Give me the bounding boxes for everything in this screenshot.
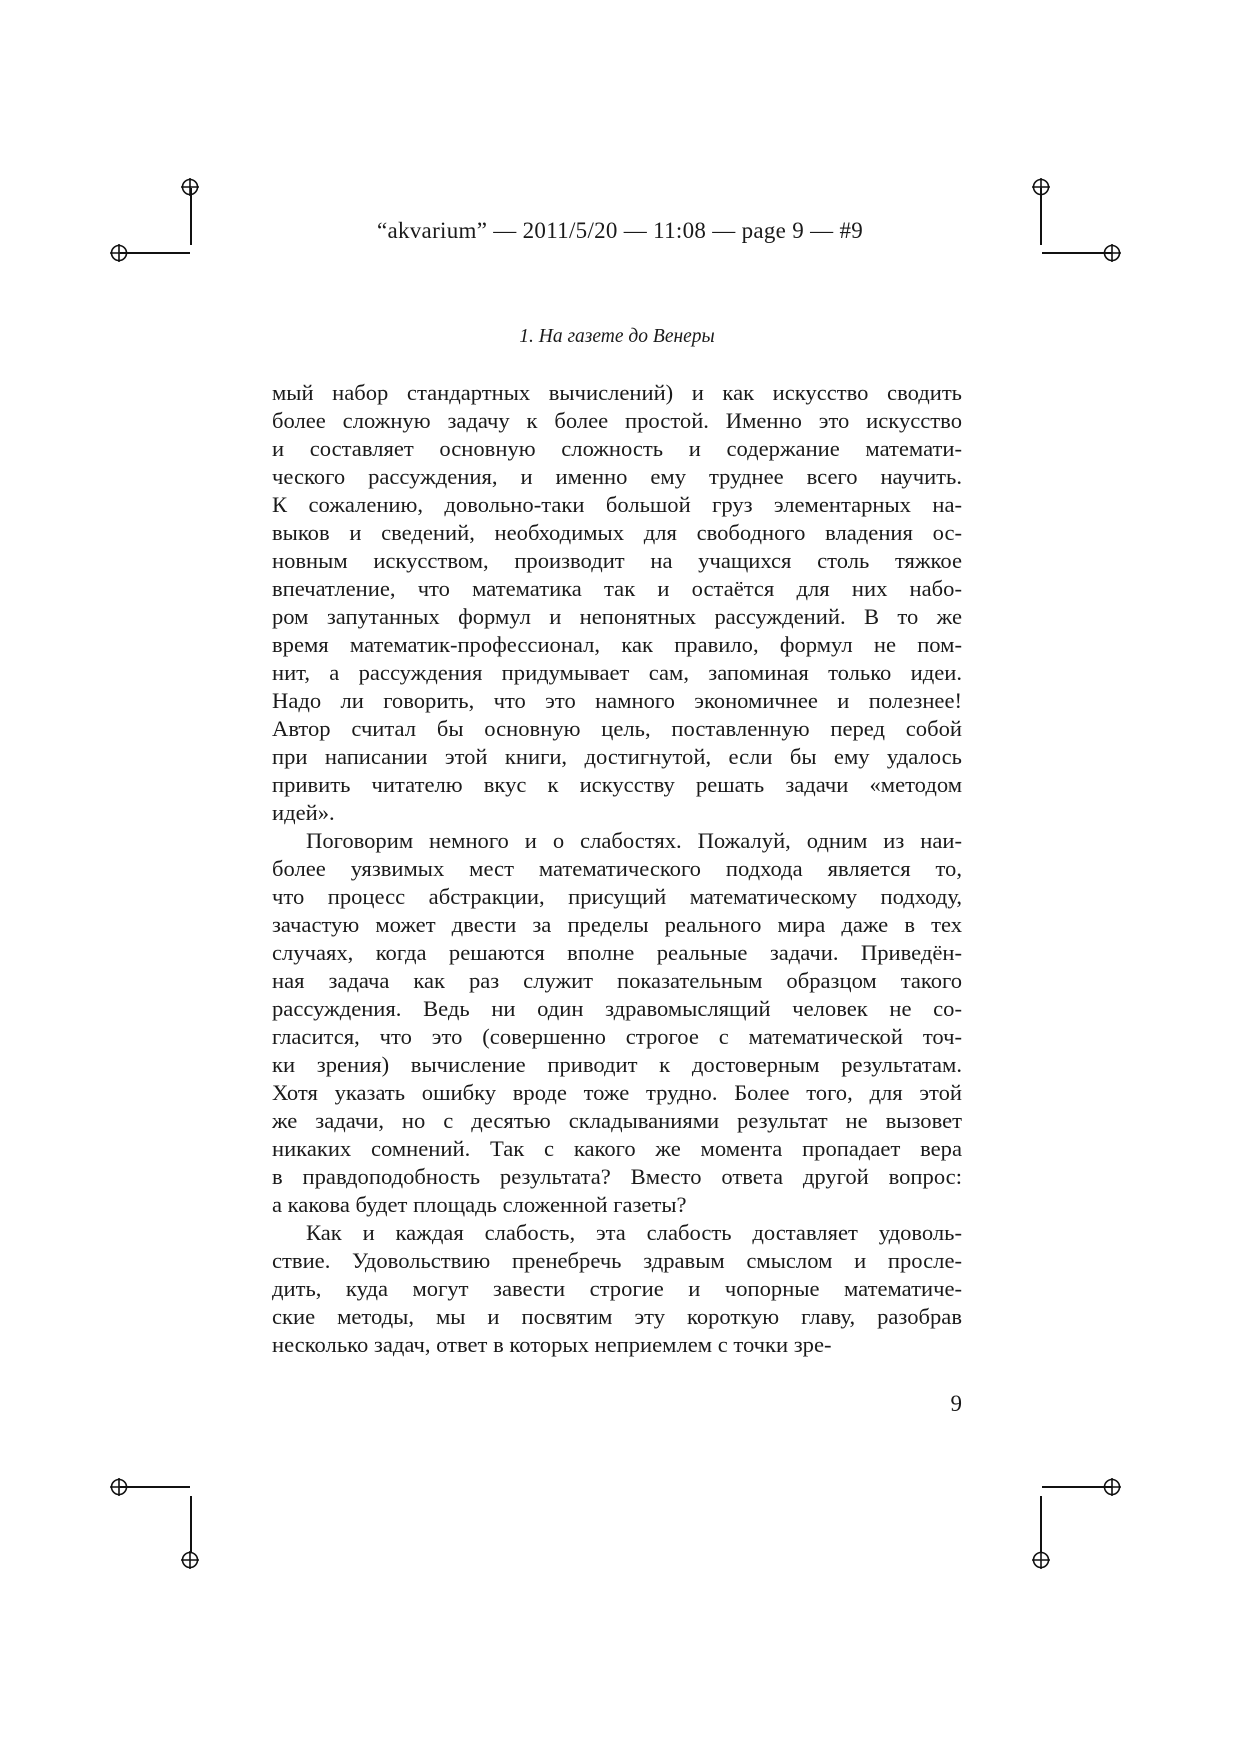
running-head: 1. На газете до Венеры bbox=[519, 326, 715, 347]
page-number: 9 bbox=[950, 1391, 962, 1416]
text-line: Хотя указать ошибку вроде тоже трудно. Более того, для этой bbox=[272, 1080, 962, 1105]
registration-mark-icon bbox=[110, 244, 128, 262]
text-line: ческого рассуждения, и именно ему труднее всего научить. bbox=[272, 464, 962, 489]
registration-mark-icon bbox=[1103, 1478, 1121, 1496]
text-line: К сожалению, довольно-таки большой груз элементарных на- bbox=[272, 492, 962, 517]
paragraph bbox=[272, 827, 962, 1219]
text-line: более уязвимых мест математического подхода является то, bbox=[272, 856, 962, 881]
text-line: Как и каждая слабость, эта слабость доставляет удоволь- bbox=[306, 1220, 962, 1245]
text-line: ром запутанных формул и непонятных рассуждений. В то же bbox=[272, 604, 962, 629]
text-line: выков и сведений, необходимых для свободного владения ос- bbox=[272, 520, 962, 545]
text-line: ки зрения) вычисление приводит к достоверным результатам. bbox=[272, 1052, 962, 1077]
text-line: нит, а рассуждения придумывает сам, запоминая только идеи. bbox=[272, 660, 962, 685]
text-line: идей». bbox=[272, 800, 335, 825]
registration-mark-icon bbox=[181, 1551, 199, 1569]
text-line: что процесс абстракции, присущий математическому подходу, bbox=[272, 884, 962, 909]
text-line: ная задача как раз служит показательным образцом такого bbox=[272, 968, 962, 993]
text-line: мый набор стандартных вычислений) и как искусство сводить bbox=[272, 380, 962, 405]
text-line: привить читателю вкус к искусству решать задачи «методом bbox=[272, 772, 962, 797]
text-line: Автор считал бы основную цель, поставленную перед собой bbox=[272, 716, 962, 741]
text-line: и составляет основную сложность и содержание математи- bbox=[272, 436, 962, 461]
text-line: же задачи, но с десятью складываниями результат не вызовет bbox=[272, 1108, 962, 1133]
text-line: ские методы, мы и посвятим эту короткую главу, разобрав bbox=[272, 1304, 962, 1329]
text-line: а какова будет площадь сложенной газеты? bbox=[272, 1192, 687, 1217]
text-line: никаких сомнений. Так с какого же момента пропадает вера bbox=[272, 1136, 962, 1161]
text-line: рассуждения. Ведь ни один здравомыслящий человек не со- bbox=[272, 996, 962, 1021]
text-line: впечатление, что математика так и остаётся для них набо- bbox=[272, 576, 962, 601]
registration-mark-icon bbox=[1032, 1551, 1050, 1569]
text-line: время математик-профессионал, как правило, формул не пом- bbox=[272, 632, 962, 657]
text-line: Надо ли говорить, что это намного экономичнее и полезнее! bbox=[272, 688, 962, 713]
text-line: несколько задач, ответ в которых неприемлем с точки зре- bbox=[272, 1332, 832, 1357]
text-line: гласится, что это (совершенно строгое с математической точ- bbox=[272, 1024, 962, 1049]
text-line: более сложную задачу к более простой. Именно это искусство bbox=[272, 408, 962, 433]
text-line: ствие. Удовольствию пренебречь здравым смыслом и просле- bbox=[272, 1248, 962, 1273]
body-text bbox=[272, 379, 962, 1359]
registration-mark-icon bbox=[1103, 244, 1121, 262]
registration-mark-icon bbox=[110, 1478, 128, 1496]
text-line: при написании этой книги, достигнутой, если бы ему удалось bbox=[272, 744, 962, 769]
registration-mark-icon bbox=[181, 178, 199, 196]
text-line: случаях, когда решаются вполне реальные задачи. Приведён- bbox=[272, 940, 962, 965]
text-line: зачастую может двести за пределы реального мира даже в тех bbox=[272, 912, 962, 937]
text-line: в правдоподобность результата? Вместо ответа другой вопрос: bbox=[272, 1164, 962, 1189]
text-line: Поговорим немного и о слабостях. Пожалуй, одним из наи- bbox=[306, 828, 962, 853]
paragraph bbox=[272, 1219, 962, 1359]
text-line: новным искусством, производит на учащихся столь тяжкое bbox=[272, 548, 962, 573]
page-header: “akvarium” — 2011/5/20 — 11:08 — page 9 — #9 bbox=[376, 218, 864, 243]
text-line: дить, куда могут завести строгие и чопорные математиче- bbox=[272, 1276, 962, 1301]
registration-mark-icon bbox=[1032, 178, 1050, 196]
paragraph bbox=[272, 379, 962, 827]
